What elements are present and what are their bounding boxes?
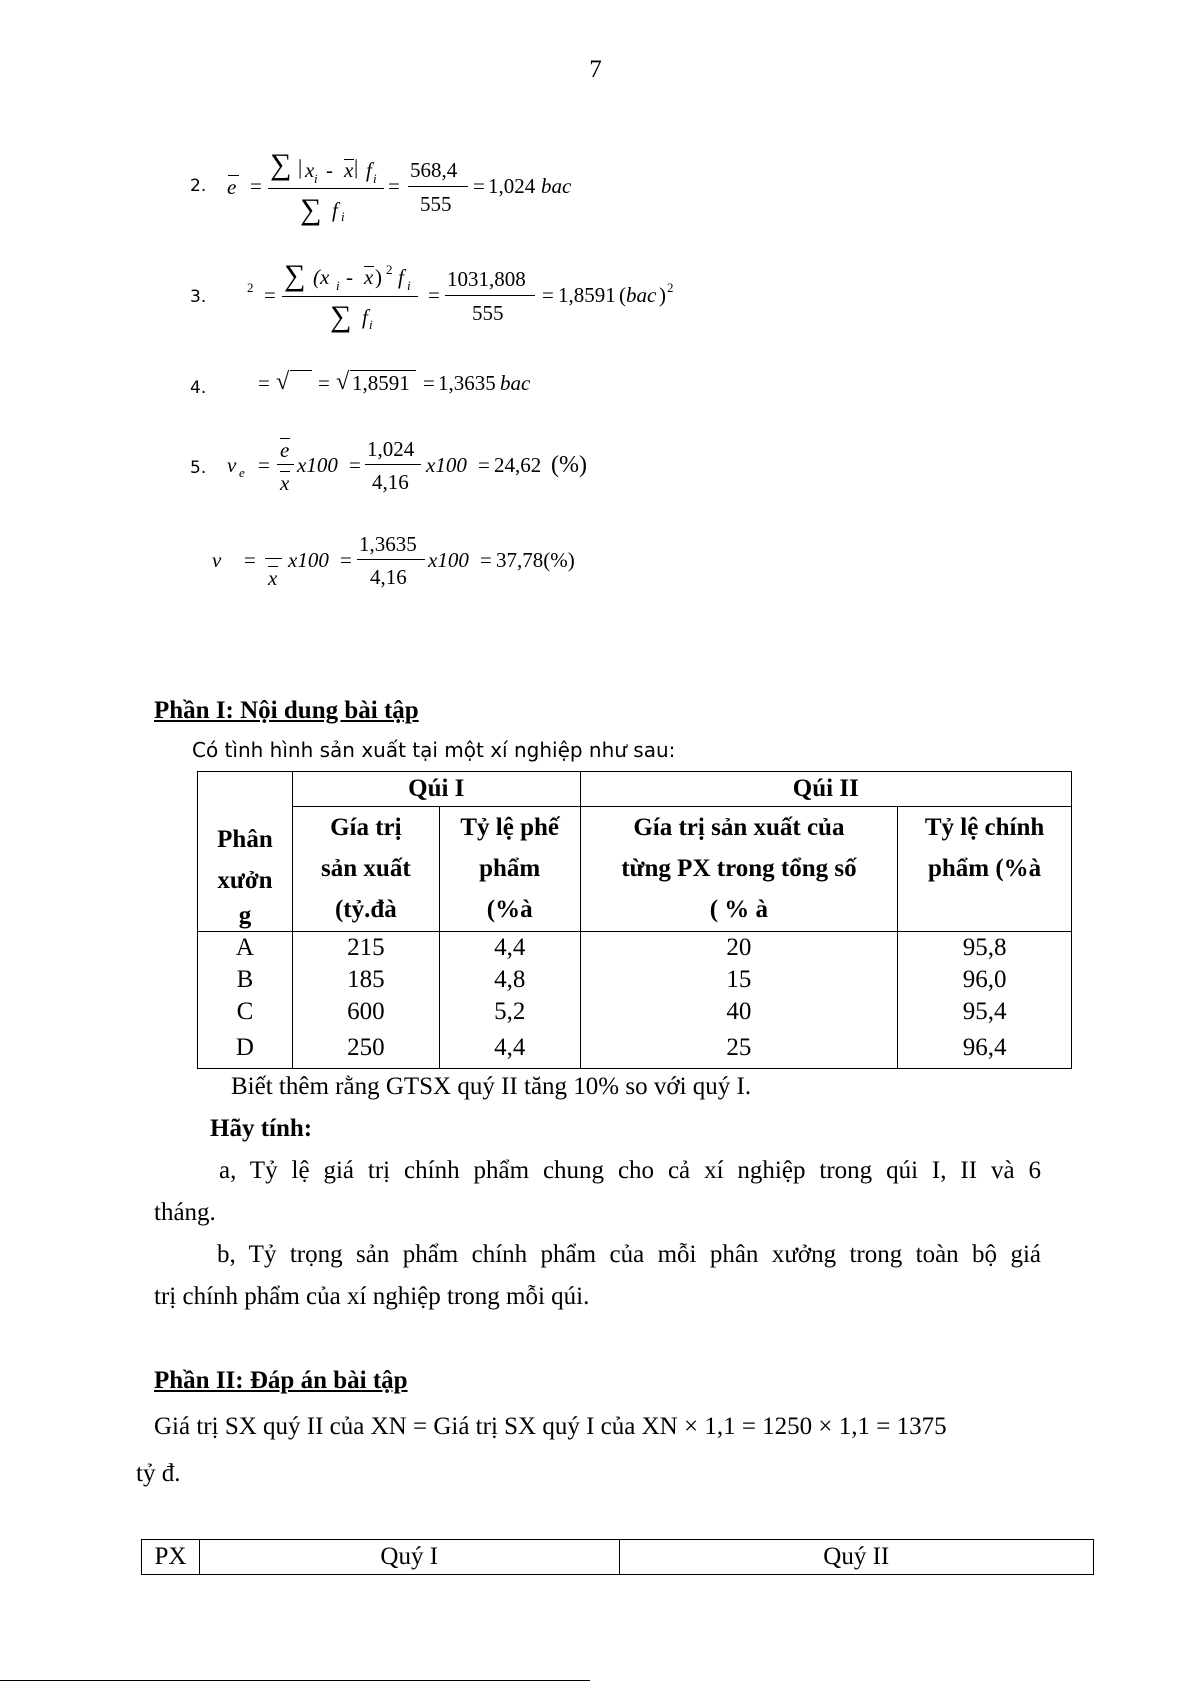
cell-chinh: 96,4	[898, 1028, 1072, 1069]
cell-phe: 4,4	[439, 1028, 580, 1069]
part1-note: Biết thêm rằng GTSX quý II tăng 10% so với quý I.	[231, 1073, 752, 1100]
formula-2-label: 2.	[190, 176, 207, 196]
cell-gtsx: 185	[292, 964, 439, 996]
formula-3-sup: 2	[247, 280, 254, 295]
formula-2-x: x	[305, 158, 315, 182]
formula-3-f-sub: i	[407, 278, 411, 293]
part2-line1: Giá trị SX quý II của XN = Giá trị SX quý I của XN × 1,1 = 1250 × 1,1 = 1375	[154, 1413, 947, 1440]
part1-intro: Có tình hình sản xuất tại một xí nghiệp như sau:	[192, 738, 676, 762]
header-phe-l2: phẩm	[479, 855, 541, 882]
formula-2-xbar: x	[344, 158, 354, 182]
formula-3-close: )	[375, 265, 382, 289]
header-chinh-l1: Tỷ lệ chính	[924, 814, 1045, 841]
formula-2-sub-i: i	[314, 171, 318, 186]
formula-3-sub-i: i	[336, 278, 340, 293]
footer-rule	[0, 1680, 590, 1681]
table-header-row-2	[198, 807, 1072, 932]
formula-2-lhs: e	[227, 175, 237, 199]
header-phe-l3: (%à	[486, 896, 533, 923]
header-gia-tri-sx-px	[580, 807, 898, 932]
formula-2-f-bottom: f	[332, 198, 338, 222]
part1-task-b-line1: b, Tỷ trọng sản phẩm chính phẩm của mỗi phân xưởng trong toàn bộ giá	[217, 1241, 1041, 1268]
formula-2-sum-top: ∑	[270, 148, 292, 181]
header-ty-le-chinh-pham	[898, 807, 1072, 932]
formula-5-times2: x100	[426, 453, 467, 477]
answer-header-quy-2: Quý II	[619, 1540, 1093, 1575]
formula-3-minus: -	[346, 265, 353, 289]
formula-4-unit: bac	[500, 371, 531, 395]
cell-gtsx: 600	[292, 996, 439, 1028]
formula-5-xbar-bar	[280, 471, 290, 472]
cell-px: D	[198, 1028, 293, 1069]
formula-2-unit: bac	[541, 174, 572, 198]
formula-6-fracbar2	[357, 559, 425, 560]
formula-5-fracbar2	[365, 464, 421, 465]
cell-px: B	[198, 964, 293, 996]
header-gtsx-l2: sản xuất	[321, 855, 411, 882]
formula-5-e: e	[280, 438, 290, 462]
cell-gt2: 25	[580, 1028, 898, 1069]
header-phe-l1: Tỷ lệ phế	[460, 814, 559, 841]
header-px-line1: Phân	[217, 826, 273, 853]
cell-gtsx: 250	[292, 1028, 439, 1069]
header-px-line3: g	[238, 902, 252, 929]
formula-3-xbar: x	[364, 265, 374, 289]
table-row	[198, 1028, 1072, 1069]
formula-5-xbar: x	[280, 471, 290, 495]
header-gtsx-l3: (tỷ.đà	[334, 896, 397, 923]
formula-2-num: 568,4	[410, 158, 458, 182]
formula-2-minus: -	[326, 158, 333, 182]
formula-2-f-bottom-sub: i	[341, 209, 345, 224]
header-gt2-l1: Gía trị sản xuất của	[633, 814, 845, 841]
formula-3-eq3: =	[542, 283, 554, 307]
header-ty-le-phe-pham	[439, 807, 580, 932]
formula-4-root-empty: √	[276, 369, 290, 395]
formula-6-xbar-bar	[268, 566, 278, 567]
cell-phe: 4,8	[439, 964, 580, 996]
formula-3-label: 3.	[190, 287, 207, 307]
formula-3-unit-close: )	[659, 283, 666, 307]
formula-3-f-bottom-sub: i	[369, 317, 373, 332]
answer-table	[141, 1539, 1094, 1575]
formula-2-f: f	[366, 158, 372, 182]
formula-5-den: 4,16	[372, 470, 409, 494]
formula-6-result: 37,78(%)	[496, 548, 575, 572]
formula-5-eq3: =	[478, 453, 490, 477]
answer-header-quy-1: Quý I	[199, 1540, 619, 1575]
formula-3-unit: bac	[626, 283, 657, 307]
formula-2-abs-close: |	[354, 155, 359, 179]
formula-4-label: 4.	[190, 378, 207, 398]
formula-3-xbar-bar	[364, 266, 374, 267]
formula-2-abs-open: |	[298, 155, 303, 179]
formula-2-fracbar	[268, 188, 384, 189]
formula-6-eq3: =	[480, 548, 492, 572]
cell-gtsx: 215	[292, 932, 439, 965]
formula-3-unit-sq: 2	[667, 280, 674, 295]
formula-5-fracbar	[277, 464, 294, 465]
formula-6-num: 1,3635	[359, 532, 417, 556]
formula-3-result: 1,8591	[558, 283, 616, 307]
header-qui-2: Qúi II	[580, 772, 1071, 807]
header-gtsx-l1: Gía trị	[330, 814, 402, 841]
formula-6-lhs: v	[212, 548, 222, 572]
formula-5-lhs: v	[227, 453, 237, 477]
formula-4-eq: =	[258, 371, 270, 395]
formula-2-eq: =	[250, 174, 262, 198]
header-gt2-l2: từng PX trong tổng số	[621, 855, 857, 882]
table-row	[198, 964, 1072, 996]
formula-5-eq: =	[258, 453, 270, 477]
formula-4-result: 1,3635	[438, 371, 496, 395]
formula-5-eq2: =	[349, 453, 361, 477]
cell-gt2: 15	[580, 964, 898, 996]
formula-2-fracbar2	[408, 186, 468, 187]
table-header-row-1	[198, 772, 1072, 807]
formula-5-pct: (%)	[551, 452, 587, 478]
formula-5-e-bar	[280, 438, 290, 439]
header-px-line2: xưởn	[217, 867, 273, 894]
formula-6-eq2: =	[340, 548, 352, 572]
header-chinh-l2: phẩm (%à	[927, 855, 1042, 882]
formula-3-eq: =	[264, 283, 276, 307]
table-row	[198, 996, 1072, 1028]
formula-3-open: (x	[313, 265, 330, 289]
formula-6-times2: x100	[428, 548, 469, 572]
formula-4-radicand: 1,8591	[352, 371, 410, 395]
cell-px: A	[198, 932, 293, 965]
formula-3-den: 555	[472, 301, 504, 325]
header-qui-1: Qúi I	[292, 772, 580, 807]
header-phan-xuong	[198, 772, 293, 932]
part1-heading: Phần I: Nội dung bài tập	[154, 697, 419, 724]
part2-line2: tỷ đ.	[136, 1460, 181, 1487]
formula-4-root: √	[336, 369, 350, 395]
formula-2-result: 1,024	[488, 174, 536, 198]
formula-6-xbar: x	[268, 566, 278, 590]
formula-3-sq: 2	[386, 262, 393, 277]
formula-2-f-sub: i	[373, 171, 377, 186]
cell-phe: 5,2	[439, 996, 580, 1028]
cell-chinh: 95,8	[898, 932, 1072, 965]
header-gt2-l3: ( % à	[709, 896, 769, 923]
formula-3-sum-top: ∑	[284, 259, 306, 292]
formula-3-sum-bottom: ∑	[330, 300, 352, 333]
formula-4-root-empty-bar	[290, 370, 312, 371]
formula-3-fracbar	[282, 296, 418, 297]
formula-2-lhs-bar	[228, 175, 239, 176]
part2-heading: Phần II: Đáp án bài tập	[154, 1367, 408, 1394]
cell-chinh: 96,0	[898, 964, 1072, 996]
formula-5-lhs-sub: e	[239, 465, 245, 480]
cell-phe: 4,4	[439, 932, 580, 965]
formula-5-result: 24,62	[494, 453, 542, 477]
formula-3-f: f	[398, 265, 404, 289]
formula-3-f-bottom: f	[362, 305, 368, 329]
formula-4-eq2: =	[318, 371, 330, 395]
production-table	[197, 771, 1072, 1069]
cell-px: C	[198, 996, 293, 1028]
formula-4-eq3: =	[423, 371, 435, 395]
formula-3-eq2: =	[428, 283, 440, 307]
page-number: 7	[589, 56, 602, 83]
formula-2-eq3: =	[473, 174, 485, 198]
formula-5-label: 5.	[190, 458, 207, 478]
cell-gt2: 40	[580, 996, 898, 1028]
formula-5-num: 1,024	[367, 437, 415, 461]
formula-3-num: 1031,808	[447, 267, 526, 291]
part1-task-a-line1: a, Tỷ lệ giá trị chính phẩm chung cho cả xí nghiệp trong qúi I, II và 6	[219, 1157, 1041, 1184]
answer-table-header	[142, 1540, 1094, 1575]
formula-6-times1: x100	[288, 548, 329, 572]
part1-task-b-line2: trị chính phẩm của xí nghiệp trong mỗi qúi.	[154, 1283, 590, 1310]
formula-3-fracbar2	[445, 295, 535, 296]
formula-6-den: 4,16	[370, 565, 407, 589]
formula-6-eq: =	[244, 548, 256, 572]
formula-2-eq2: =	[388, 174, 400, 198]
part1-task-a-line2: tháng.	[154, 1199, 216, 1226]
cell-gt2: 20	[580, 932, 898, 965]
formula-2-xbar-bar	[344, 159, 354, 160]
formula-6-fracbar	[265, 558, 282, 559]
formula-2-sum-bottom: ∑	[300, 193, 322, 226]
formula-3-unit-open: (	[619, 283, 626, 307]
formula-2-den: 555	[420, 192, 452, 216]
cell-chinh: 95,4	[898, 996, 1072, 1028]
table-row	[198, 932, 1072, 965]
part1-task-heading: Hãy tính:	[210, 1115, 313, 1142]
formula-5-times1: x100	[297, 453, 338, 477]
answer-header-px: PX	[142, 1540, 200, 1575]
header-gia-tri-sx	[292, 807, 439, 932]
